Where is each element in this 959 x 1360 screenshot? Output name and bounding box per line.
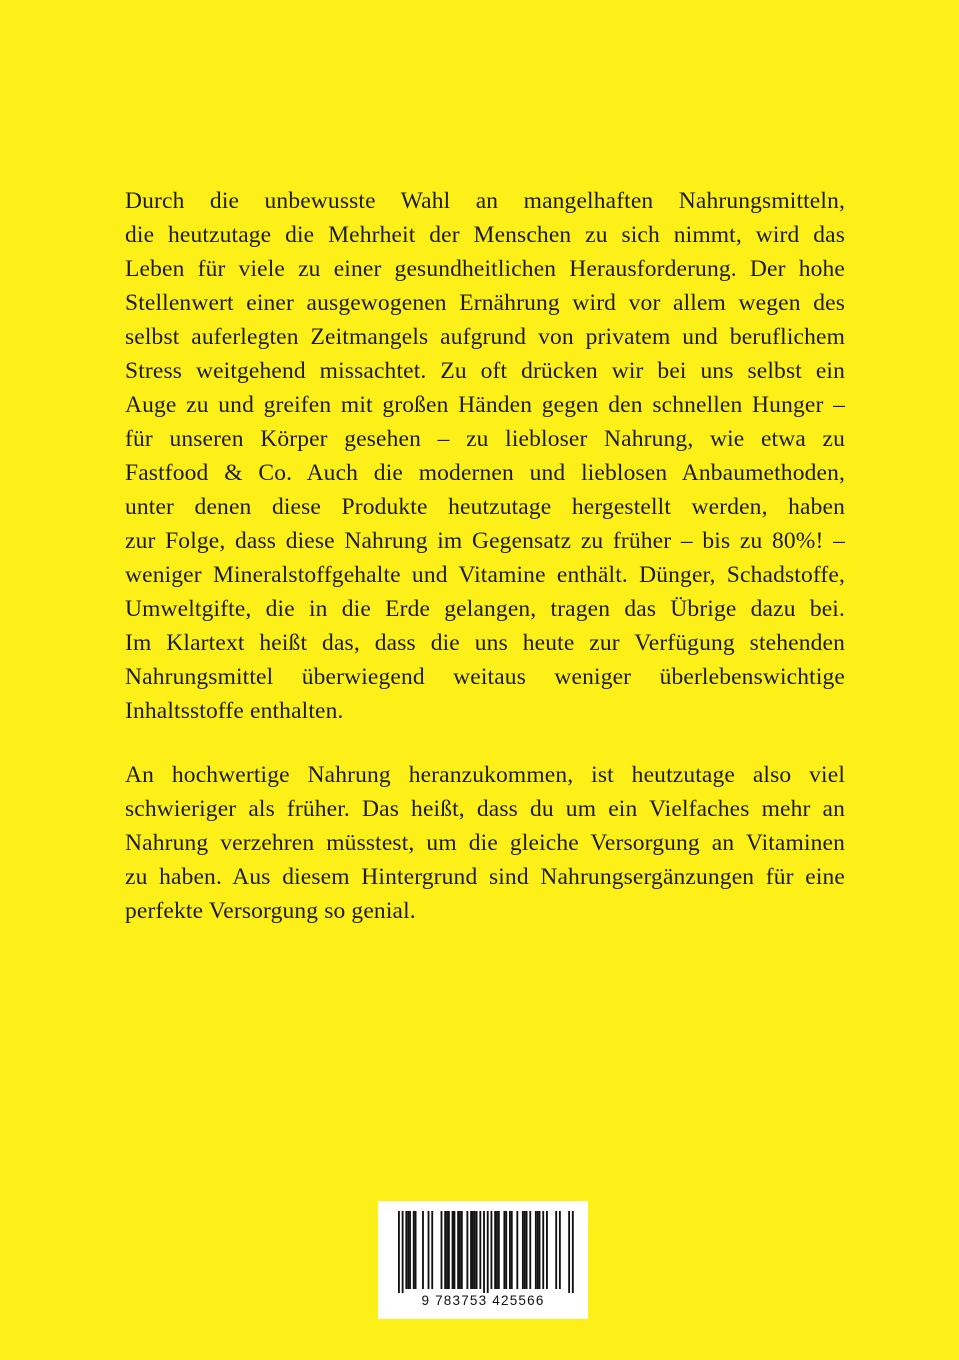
barcode-bar bbox=[452, 1211, 454, 1289]
barcode-bar bbox=[529, 1211, 531, 1289]
barcode-bar bbox=[413, 1211, 415, 1289]
barcode-bar bbox=[474, 1211, 476, 1289]
barcode-bar bbox=[466, 1211, 468, 1289]
paragraph-2 bbox=[125, 758, 845, 928]
barcode-bar bbox=[509, 1211, 511, 1289]
text-line: Durch die unbewusste Wahl an mangelhaften Nahrungsmitteln, bbox=[125, 188, 845, 214]
text-line: Auge zu und greifen mit großen Händen gegen den schnellen Hunger – bbox=[125, 392, 845, 418]
barcode-bar bbox=[470, 1211, 472, 1289]
barcode-bar bbox=[524, 1211, 526, 1289]
barcode-bar bbox=[505, 1211, 507, 1289]
text-line: die heutzutage die Mehrheit der Menschen zu sich nimmt, wird das bbox=[125, 222, 845, 248]
barcode-bar bbox=[559, 1211, 561, 1289]
barcode-bar bbox=[572, 1211, 574, 1293]
paragraph-1 bbox=[125, 184, 845, 728]
barcode-bar bbox=[431, 1211, 433, 1289]
barcode-bar bbox=[555, 1211, 557, 1289]
barcode-bar bbox=[503, 1211, 505, 1289]
barcode-bar bbox=[535, 1211, 537, 1289]
barcode-bar bbox=[479, 1211, 481, 1289]
barcode-bar bbox=[422, 1211, 424, 1289]
barcode-bar bbox=[409, 1211, 411, 1289]
barcode-bar bbox=[542, 1211, 544, 1289]
text-line: zur Folge, dass diese Nahrung im Gegensatz zu früher – bis zu 80%! – bbox=[125, 528, 845, 554]
barcode-bar bbox=[546, 1211, 548, 1289]
barcode-bar bbox=[402, 1211, 404, 1293]
text-line: unter denen diese Produkte heutzutage hergestellt werden, haben bbox=[125, 494, 845, 520]
barcode-bar bbox=[487, 1211, 489, 1293]
barcode bbox=[378, 1201, 588, 1319]
barcode-bar bbox=[472, 1211, 474, 1289]
barcode-bar bbox=[415, 1211, 417, 1289]
text-line: schwieriger als früher. Das heißt, dass du um ein Vielfaches mehr an bbox=[125, 796, 845, 822]
text-line: Nahrung verzehren müsstest, um die gleiche Versorgung an Vitaminen bbox=[125, 830, 845, 856]
barcode-bar bbox=[516, 1211, 518, 1289]
barcode-bar bbox=[428, 1211, 430, 1289]
text-line: An hochwertige Nahrung heranzukommen, ist heutzutage also viel bbox=[125, 762, 845, 788]
barcode-bar bbox=[454, 1211, 456, 1289]
text-line: selbst auferlegten Zeitmangels aufgrund von privatem und beruflichem bbox=[125, 324, 845, 350]
barcode-bar bbox=[526, 1211, 528, 1289]
barcode-bar bbox=[568, 1211, 570, 1293]
barcode-bar bbox=[476, 1211, 478, 1289]
barcode-bar bbox=[491, 1211, 493, 1289]
barcode-bar bbox=[444, 1211, 446, 1289]
barcode-bar bbox=[448, 1211, 450, 1289]
text-line: Umweltgifte, die in die Erde gelangen, tragen das Übrige dazu bei. bbox=[125, 596, 845, 622]
barcode-bar bbox=[539, 1211, 541, 1289]
barcode-bar bbox=[496, 1211, 498, 1289]
barcode-bar bbox=[537, 1211, 539, 1289]
text-line: Fastfood & Co. Auch die modernen und lieblosen Anbaumethoden, bbox=[125, 460, 845, 486]
barcode-bar bbox=[459, 1211, 461, 1289]
text-line: Inhaltsstoffe enthalten. bbox=[125, 698, 344, 724]
barcode-bar bbox=[441, 1211, 443, 1289]
text-line: Stress weitgehend missachtet. Zu oft drücken wir bei uns selbst ein bbox=[125, 358, 845, 384]
barcode-bar bbox=[511, 1211, 513, 1289]
isbn-number: 9 783753 425566 bbox=[421, 1293, 545, 1308]
barcode-bar bbox=[498, 1211, 500, 1289]
barcode-bar bbox=[461, 1211, 463, 1289]
text-line: für unseren Körper gesehen – zu liebloser Nahrung, wie etwa zu bbox=[125, 426, 845, 452]
barcode-bar bbox=[398, 1211, 400, 1293]
barcode-bar bbox=[457, 1211, 459, 1289]
text-line: Im Klartext heißt das, dass die uns heute zur Verfügung stehenden bbox=[125, 630, 845, 656]
barcode-bar bbox=[405, 1211, 407, 1289]
barcode-bar bbox=[483, 1211, 485, 1293]
barcode-bar bbox=[494, 1211, 496, 1289]
barcode-bar bbox=[407, 1211, 409, 1289]
text-line: weniger Mineralstoffgehalte und Vitamine enthält. Dünger, Schadstoffe, bbox=[125, 562, 845, 588]
barcode-bar bbox=[446, 1211, 448, 1289]
text-line: Leben für viele zu einer gesundheitlichen Herausforderung. Der hohe bbox=[125, 256, 845, 282]
barcode-bar bbox=[522, 1211, 524, 1289]
text-line: zu haben. Aus diesem Hintergrund sind Nahrungsergänzungen für eine bbox=[125, 864, 845, 890]
text-line: perfekte Versorgung so genial. bbox=[125, 898, 416, 924]
text-line: Stellenwert einer ausgewogenen Ernährung wird vor allem wegen des bbox=[125, 290, 845, 316]
text-line: Nahrungsmittel überwiegend weitaus weniger überlebenswichtige bbox=[125, 664, 845, 690]
